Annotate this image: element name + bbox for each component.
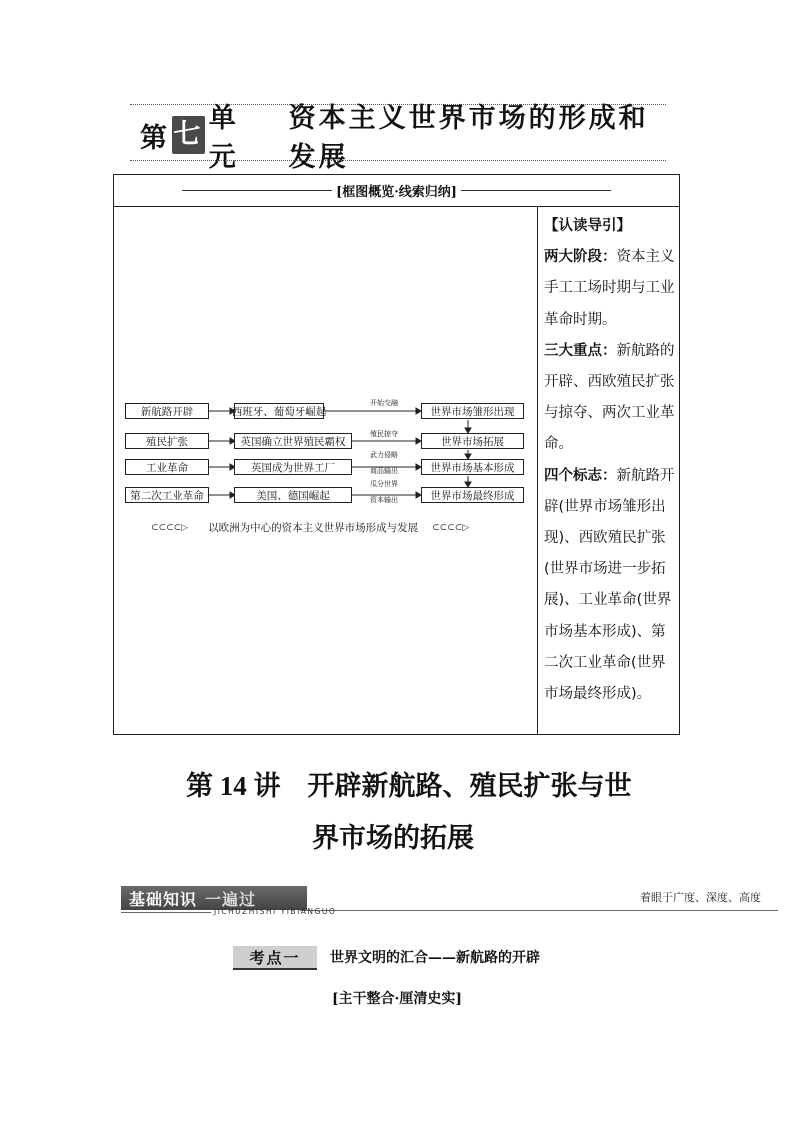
- flow-result-market-expand: 世界市场拓展: [421, 433, 524, 449]
- flow-summary-text: 以欧洲为中心的资本主义世界市场形成与发展: [208, 522, 419, 534]
- flow-diagram: [114, 175, 537, 734]
- guide-title: 【认读导引】: [544, 218, 631, 234]
- guide-focus-label: 三大重点：: [544, 342, 617, 359]
- reading-guide: [544, 211, 676, 710]
- framework-divider: [537, 207, 538, 734]
- flow-actor-usa-germany: 美国、德国崛起: [234, 487, 352, 503]
- flow-result-market-emerge: 世界市场雏形出现: [421, 403, 524, 419]
- flow-result-market-basic: 世界市场基本形成: [421, 459, 524, 475]
- flow-actor-spain-portugal: 西班牙、葡萄牙崛起: [234, 403, 324, 419]
- flow-action-label: 资本输出: [370, 496, 398, 504]
- banner-rule-left: [121, 912, 211, 913]
- flow-action-label: 武力侵略: [370, 451, 398, 459]
- banner-note: 着眼于广度、深度、高度: [640, 891, 761, 904]
- unit-suffix: 单元: [208, 103, 239, 173]
- flow-action-label: 开始交融: [370, 399, 398, 407]
- framework-header-text: [框图概览·线索归纳]: [336, 185, 457, 200]
- section-subheading: [主干整合·厘清史实]: [331, 991, 463, 1007]
- unit-number-badge: 七: [172, 116, 205, 154]
- flow-action-label: 瓜分世界: [370, 480, 398, 488]
- flow-event-second-industrial: 第二次工业革命: [125, 487, 209, 503]
- unit-prefix: 第: [140, 122, 170, 154]
- flow-actor-britain-hegemony: 英国确立世界殖民霸权: [234, 433, 352, 449]
- flow-event-industrial: 工业革命: [125, 459, 209, 475]
- header-dotted-rule-bottom: [130, 160, 666, 161]
- flow-summary-line: [151, 520, 511, 535]
- flow-connectors: [114, 175, 537, 734]
- basic-knowledge-title: 基础知识: [129, 889, 198, 909]
- flow-actor-world-factory: 英国成为世界工厂: [234, 459, 352, 475]
- guide-stages-label: 两大阶段：: [544, 249, 617, 266]
- lesson-title-line-1: 第 14 讲 开辟新航路、殖民扩张与世: [186, 771, 632, 801]
- guide-stages-text: 资本主义手工工场时期与工业革命时期。: [544, 249, 675, 328]
- unit-name: 资本主义世界市场的形成和发展: [288, 103, 649, 173]
- basic-knowledge-highlight: 一遍过: [205, 889, 257, 909]
- framework-table: [113, 174, 680, 735]
- lesson-title: [150, 760, 690, 864]
- flow-result-market-final: 世界市场最终形成: [421, 487, 524, 503]
- lesson-title-line-2: 界市场的拓展: [312, 823, 474, 853]
- flow-action-label: 殖民掠夺: [370, 430, 398, 438]
- keypoint-label: 考点一: [233, 946, 317, 970]
- flow-event-colonial: 殖民扩张: [125, 433, 209, 449]
- unit-title: [140, 103, 670, 173]
- flow-action-label: 商品输出: [370, 467, 398, 475]
- banner-rule: [300, 910, 778, 911]
- flow-event-new-route: 新航路开辟: [125, 403, 209, 419]
- flow-summary-marker-left: ⊂⊂⊂⊂▷: [151, 522, 189, 533]
- guide-marks-label: 四个标志：: [544, 467, 617, 484]
- guide-marks-text: 新航路开辟(世界市场雏形出现)、西欧殖民扩张(世界市场进一步拓展)、工业革命(世界市场基本形成)、第二次工业革命(世界市场最终形成)。: [544, 467, 675, 703]
- keypoint-title: 世界文明的汇合——新航路的开辟: [330, 950, 540, 966]
- flow-summary-marker-right: ⊂⊂⊂⊂▷: [432, 522, 470, 533]
- guide-focus-text: 新航路的开辟、西欧殖民扩张与掠夺、两次工业革命。: [544, 342, 675, 453]
- banner-pinyin: JICHUZHISHI YIBIANGUO: [214, 907, 337, 916]
